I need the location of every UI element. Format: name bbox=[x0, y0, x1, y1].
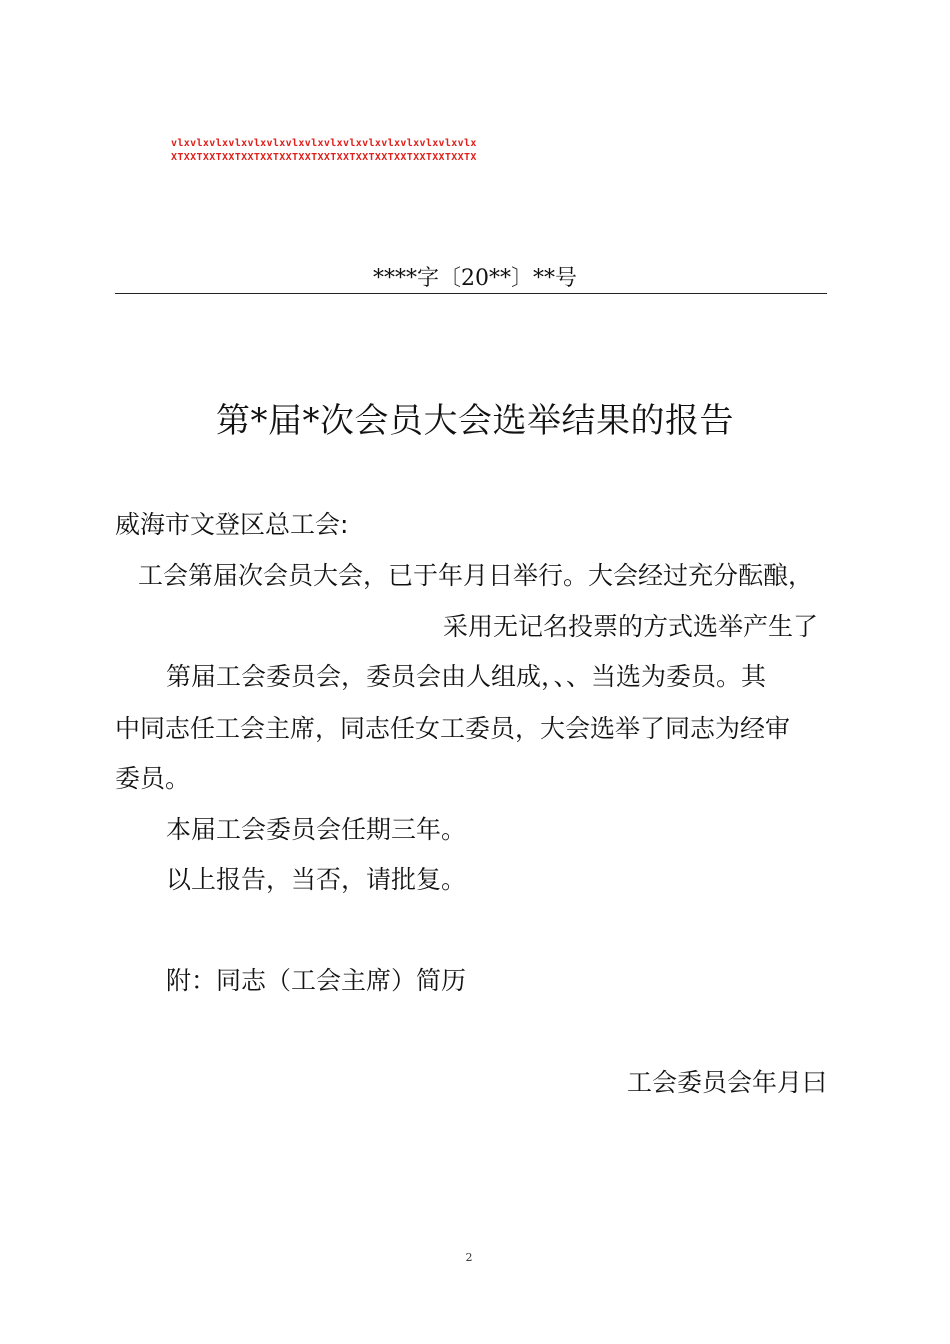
header-divider bbox=[115, 293, 827, 294]
term-paragraph: 本届工会委员会任期三年。 bbox=[166, 815, 467, 844]
attachment-note: 附：同志（工会主席）简历 bbox=[166, 966, 467, 995]
salutation: 威海市文登区总工会: bbox=[115, 510, 349, 539]
paragraph-1-line-2: 采用无记名投票的方式选举产生了 bbox=[443, 612, 819, 641]
paragraph-1-line-1: 工会第届次会员大会，已于年月日举行。大会经过充分酝酿， bbox=[138, 561, 814, 590]
page-number: 2 bbox=[465, 1251, 473, 1264]
signature-line: 工会委员会年月曰 bbox=[626, 1068, 827, 1097]
paragraph-2-line-3: 委员。 bbox=[115, 764, 191, 793]
paragraph-2-line-2: 中同志任工会主席，同志任女工委员，大会选举了同志为经审 bbox=[115, 714, 791, 743]
red-header-line-2: XTXXTXXTXXTXXTXXTXXTXXTXXTXXTXXTXXTXXTXXTXXTXXTX bbox=[171, 152, 477, 163]
paragraph-2-line-1: 第届工会委员会，委员会由人组成，、、当选为委员。其 bbox=[166, 662, 767, 691]
report-title: 第*届*次会员大会选举结果的报告 bbox=[216, 401, 734, 441]
document-number: ****字〔20**〕**号 bbox=[373, 266, 577, 291]
red-header-line-1: vlxvlxvlxvlxvlxvlxvlxvlxvlxvlxvlxvlxvlxvlxvlxvlx bbox=[171, 138, 477, 149]
request-paragraph: 以上报告，当否，请批复。 bbox=[166, 865, 467, 894]
